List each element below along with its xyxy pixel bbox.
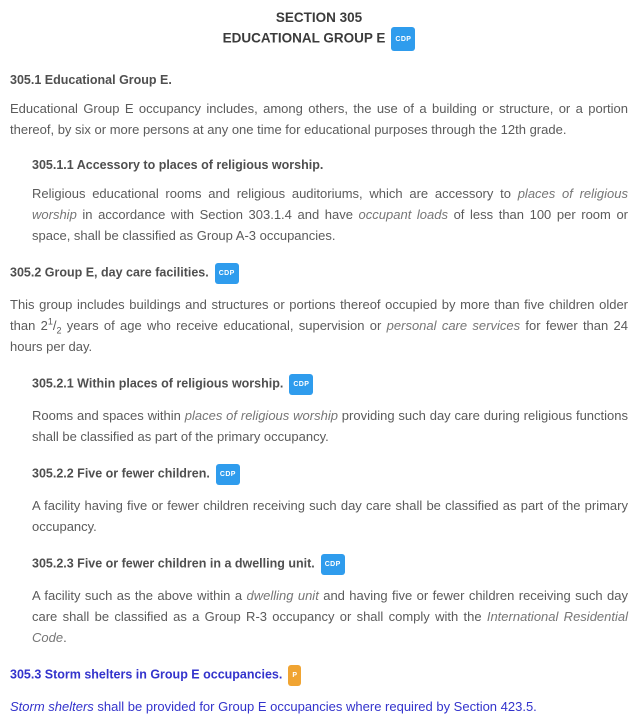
cdp-badge[interactable]: CDP (215, 263, 239, 284)
defined-term-link[interactable]: places of religious worship (184, 408, 338, 423)
section-heading (10, 72, 628, 88)
section-heading-text: 305.1 Educational Group E. (10, 73, 172, 87)
section-305.2.1 (32, 374, 628, 447)
section-heading (32, 554, 628, 575)
defined-term-link[interactable]: places of religious worship (32, 186, 628, 222)
section-paragraph: A facility such as the above within a dwelling unit and having five or fewer children receiving such day care shall be classified as a Group R-3 occupancy or shall comply with the International Residential Code. (32, 588, 628, 645)
section-paragraph: A facility having five or fewer children receiving such day care shall be classified as part of the primary occupancy. (32, 498, 628, 534)
section-heading-text: 305.1.1 Accessory to places of religious worship. (32, 158, 324, 172)
section-title-line2 (10, 27, 628, 51)
cdp-badge[interactable]: CDP (321, 554, 345, 575)
section-heading (10, 665, 628, 686)
section-title-text: EDUCATIONAL GROUP E (222, 30, 386, 46)
sections (10, 72, 628, 717)
cdp-badge[interactable]: CDP (216, 464, 240, 485)
defined-term-link[interactable]: occupant loads (358, 207, 448, 222)
cdp-badge[interactable]: CDP (289, 374, 313, 395)
section-305.1 (10, 72, 628, 140)
section-heading (32, 374, 628, 395)
section-heading-text: 305.2.3 Five or fewer children in a dwelling unit. (32, 556, 315, 571)
section-305.1.1 (32, 157, 628, 246)
section-heading (32, 464, 628, 485)
fraction-numerator: 1 (47, 316, 53, 327)
section-heading-text: 305.2.1 Within places of religious worship. (32, 376, 284, 391)
section-heading-text: 305.2 Group E, day care facilities. (10, 265, 209, 280)
section-title-line1: SECTION 305 (275, 10, 363, 25)
p-badge[interactable]: P (288, 665, 301, 686)
section-paragraph: Storm shelters shall be provided for Group E occupancies where required by Section 423.5. (10, 699, 537, 714)
section-heading (32, 157, 628, 173)
defined-term-link[interactable]: Storm shelters (10, 699, 94, 714)
section-paragraph: Educational Group E occupancy includes, among others, the use of a building or structure, or a portion thereof, by six or more persons at any one time for educational purposes through the 12th grade. (10, 101, 628, 137)
defined-term-link[interactable]: International Residential Code (32, 609, 628, 645)
section-paragraph: Religious educational rooms and religious auditoriums, which are accessory to places of religious worship in accordance with Section 303.1.4 and have occupant loads of less than 100 per room or space, shall be classified as Group A-3 occupancies. (32, 186, 629, 243)
section-paragraph: This group includes buildings and structures or portions thereof occupied by more than five children older than $2^1/_2$ years of age who receive educational, supervision or personal care services for fewer than 24 hours per day. (10, 297, 628, 354)
defined-term-link[interactable]: personal care services (386, 318, 521, 333)
section-heading-text: 305.3 Storm shelters in Group E occupancies. (10, 667, 283, 682)
section-paragraph: Rooms and spaces within places of religious worship providing such day care during religious functions shall be classified as part of the primary occupancy. (32, 408, 628, 444)
fraction-denominator: 2 (56, 325, 62, 336)
section-305.2.3 (32, 554, 628, 648)
section-heading-text: 305.2.2 Five or fewer children. (32, 466, 210, 481)
section-heading (10, 263, 628, 284)
defined-term-link[interactable]: dwelling unit (246, 588, 319, 603)
section-305.2 (10, 263, 628, 357)
section-305.2.2 (32, 464, 628, 537)
cdp-badge[interactable]: CDP (391, 27, 415, 51)
section-305.3 (10, 665, 628, 717)
